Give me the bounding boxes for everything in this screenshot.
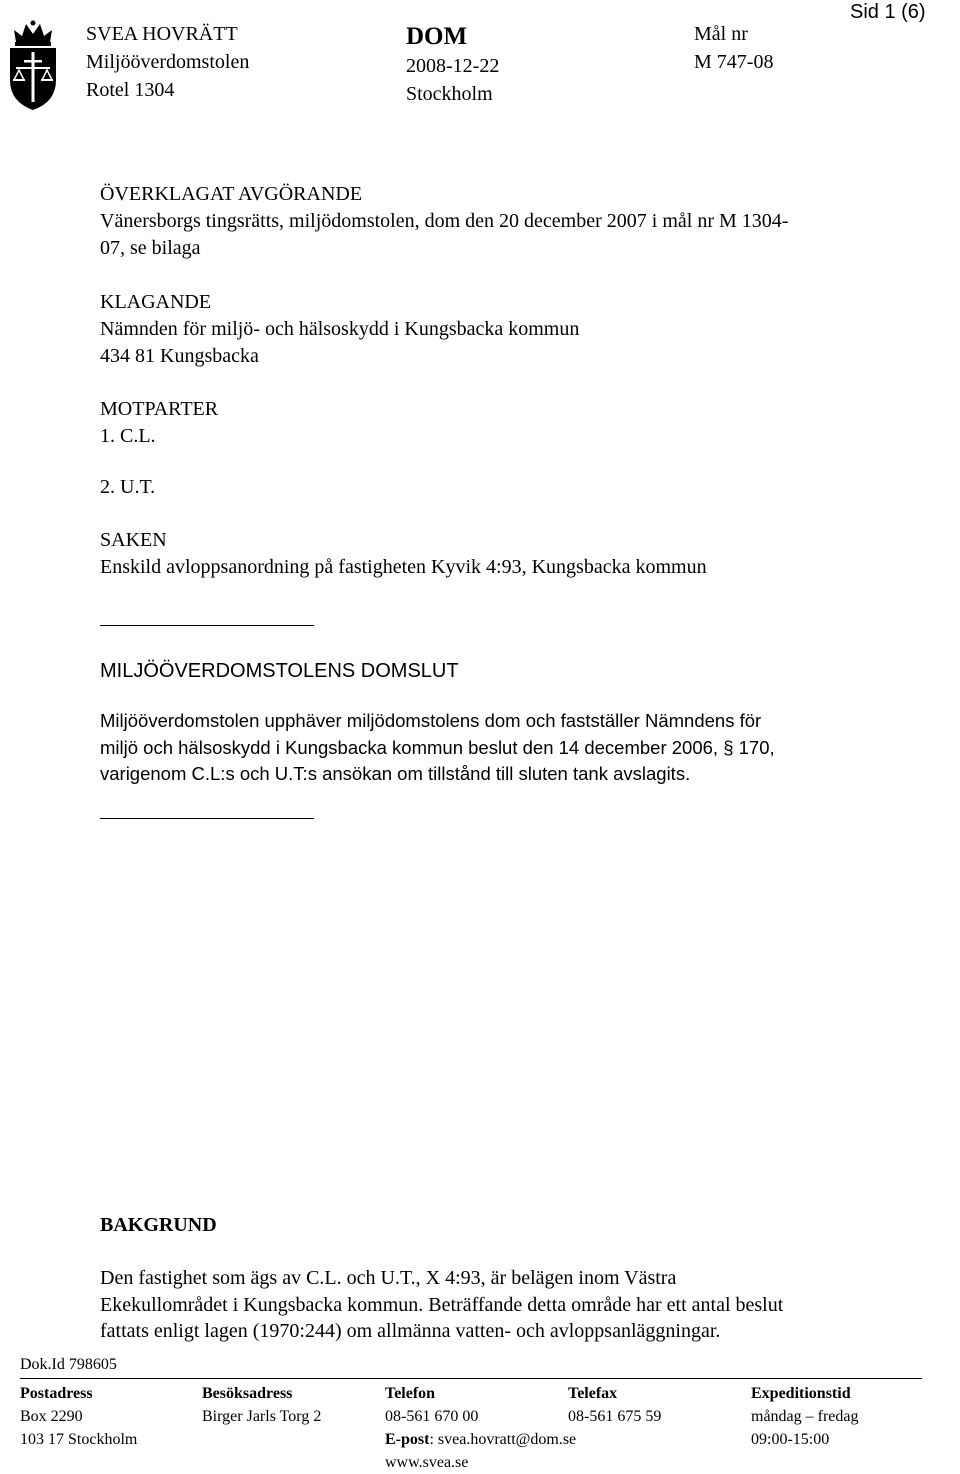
appealed-decision-line: Vänersborgs tingsrätts, miljödomstolen, dom den 20 december 2007 i mål nr M 1304-	[100, 210, 789, 232]
footer-value: måndag – fredag	[751, 1408, 859, 1425]
footer-visiting-address	[202, 1382, 321, 1428]
footer-value: 103 17 Stockholm	[20, 1431, 138, 1448]
footer-fax	[568, 1382, 661, 1428]
footer-label: Besöksadress	[202, 1385, 293, 1402]
court-name: SVEA HOVRÄTT	[86, 23, 238, 45]
footer-value: 08-561 675 59	[568, 1408, 662, 1425]
verdict-line: Miljööverdomstolen upphäver miljödomstolens dom och fastställer Nämndens för	[100, 710, 762, 731]
court-block	[86, 20, 249, 104]
verdict-line: varigenom C.L:s och U.T:s ansökan om tillstånd till sluten tank avslagits.	[100, 763, 691, 784]
background-text	[100, 1265, 900, 1345]
appealed-decision-line: 07, se bilaga	[100, 237, 201, 259]
footer-email[interactable]	[385, 1428, 576, 1451]
divider-line	[100, 625, 314, 626]
case-number: M 747-08	[694, 51, 774, 73]
case-label: Mål nr	[694, 23, 748, 45]
verdict-line: miljö och hälsoskydd i Kungsbacka kommun beslut den 14 december 2006, § 170,	[100, 736, 775, 758]
matter-text: Enskild avloppsanordning på fastigheten Kyvik 4:93, Kungsbacka kommun	[100, 556, 707, 578]
respondents-section	[100, 396, 900, 450]
document-id: Dok.Id 798605	[20, 1356, 117, 1373]
appellant-title: KLAGANDE	[100, 291, 212, 313]
footer-postal-address	[20, 1382, 137, 1451]
email-label: E-post	[385, 1431, 430, 1448]
footer-label: Expeditionstid	[751, 1385, 851, 1402]
court-division: Miljööverdomstolen	[86, 51, 250, 73]
court-crest-icon	[6, 20, 60, 112]
respondent-2: 2. U.T.	[100, 476, 156, 498]
respondent-1: 1. C.L.	[100, 425, 156, 447]
document-city: Stockholm	[406, 83, 493, 105]
appellant-name: Nämnden för miljö- och hälsoskydd i Kungsbacka kommun	[100, 318, 580, 340]
document-date: 2008-12-22	[406, 55, 500, 77]
verdict-text	[100, 708, 890, 788]
appellant-section	[100, 289, 900, 370]
footer-label: Telefon	[385, 1385, 436, 1402]
footer-value: 08-561 670 00	[385, 1408, 479, 1425]
matter-title: SAKEN	[100, 529, 167, 551]
footer-website-link[interactable]: www.svea.se	[385, 1454, 469, 1471]
background-line: Den fastighet som ägs av C.L. och U.T., X 4:93, är belägen inom Västra	[100, 1267, 677, 1289]
footer-label: Telefax	[568, 1385, 618, 1402]
appellant-address: 434 81 Kungsbacka	[100, 345, 259, 367]
background-line: fattats enligt lagen (1970:244) om allmänna vatten- och avloppsanläggningar.	[100, 1320, 721, 1342]
footer-label: Postadress	[20, 1385, 93, 1402]
document-type: DOM	[406, 23, 468, 50]
verdict-title: MILJÖÖVERDOMSTOLENS DOMSLUT	[100, 660, 459, 682]
court-unit: Rotel 1304	[86, 79, 175, 101]
divider-line	[100, 818, 314, 819]
background-title: BAKGRUND	[100, 1214, 217, 1236]
background-line: Ekekullområdet i Kungsbacka kommun. Beträffande detta område har ett antal beslut	[100, 1293, 784, 1316]
footer-value: Birger Jarls Torg 2	[202, 1408, 322, 1425]
footer-value: 09:00-15:00	[751, 1431, 830, 1448]
appealed-decision-section	[100, 181, 900, 262]
matter-section	[100, 527, 900, 581]
respondents-title: MOTPARTER	[100, 398, 219, 420]
footer-phone	[385, 1382, 576, 1474]
document-block	[406, 22, 499, 108]
email-value: : svea.hovratt@dom.se	[429, 1431, 577, 1448]
case-block	[694, 20, 773, 76]
appealed-decision-title: ÖVERKLAGAT AVGÖRANDE	[100, 183, 363, 205]
footer-office-hours	[751, 1382, 859, 1451]
page-number: Sid 1 (6)	[850, 1, 926, 23]
footer-divider	[20, 1378, 922, 1379]
footer-value: Box 2290	[20, 1408, 83, 1425]
